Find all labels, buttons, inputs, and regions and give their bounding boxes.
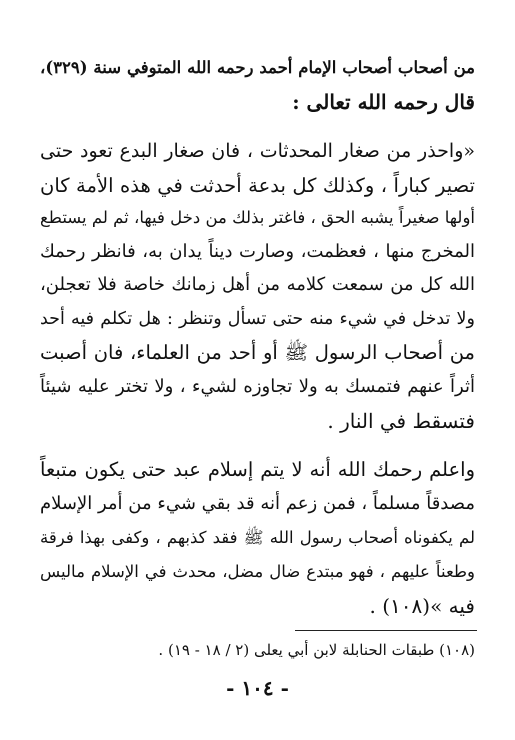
paragraph1-line-8: أثراً عنهم فتمسك به ولا تجاوزه لشيء ، ولا تختر عليه شيئاً xyxy=(40,376,475,397)
paragraph1-line-1: «واحذر من صغار المحدثات ، فان صغار البدع تعود حتى xyxy=(40,140,475,162)
paragraph1-line-9: فتسقط في النار . xyxy=(327,409,475,433)
paragraph1-line-5: الله كل من سمعت كلامه من أهل زمانك خاصة فلا تعجلن، xyxy=(40,274,475,295)
footnote-text: (١٠٨) طبقات الحنابلة لابن أبي يعلى (٢ / ١٨ - ١٩) . xyxy=(158,641,475,659)
paragraph1-line-2: تصير كباراً ، وكذلك كل بدعة أحدثت في هذه الأمة كان xyxy=(40,174,475,197)
page-number: - ١٠٤ - xyxy=(226,676,289,700)
header-line-1: من أصحاب أصحاب الإمام أحمد رحمه الله المتوفي سنة (٣٢٩)، xyxy=(40,58,475,77)
paragraph2-line-1: واعلم رحمك الله أنه لا يتم إسلام عبد حتى يكون متبعاً xyxy=(40,458,475,481)
paragraph1-line-6: ولا تدخل في شيء منه حتى تسأل وتنظر : هل تكلم فيه أحد xyxy=(40,309,475,329)
paragraph2-line-4: وطعناً عليهم ، فهو مبتدع ضال مضل، محدث في الإسلام ماليس xyxy=(40,562,475,581)
footnote-divider xyxy=(295,630,477,631)
paragraph2-line-3: لم يكفوناه أصحاب رسول الله ﷺ فقد كذبهم ، وكفى بهذا فرقة xyxy=(40,528,475,547)
paragraph1-line-4: المخرج منها ، فعظمت، وصارت ديناً يدان به، فانظر رحمك xyxy=(40,241,475,262)
paragraph1-line-7: من أصحاب الرسول ﷺ أو أحد من العلماء، فان أصبت xyxy=(40,341,475,364)
paragraph2-line-5: فيه »(١٠٨) . xyxy=(369,594,475,618)
paragraph2-line-2: مصدقاً مسلماً ، فمن زعم أنه قد بقي شيء من أمر الإسلام xyxy=(40,493,475,514)
paragraph1-line-3: أولها صغيراً يشبه الحق ، فاغتر بذلك من دخل فيها، ثم لم يستطع xyxy=(40,208,475,227)
header-line-2: قال رحمه الله تعالى : xyxy=(292,90,475,114)
